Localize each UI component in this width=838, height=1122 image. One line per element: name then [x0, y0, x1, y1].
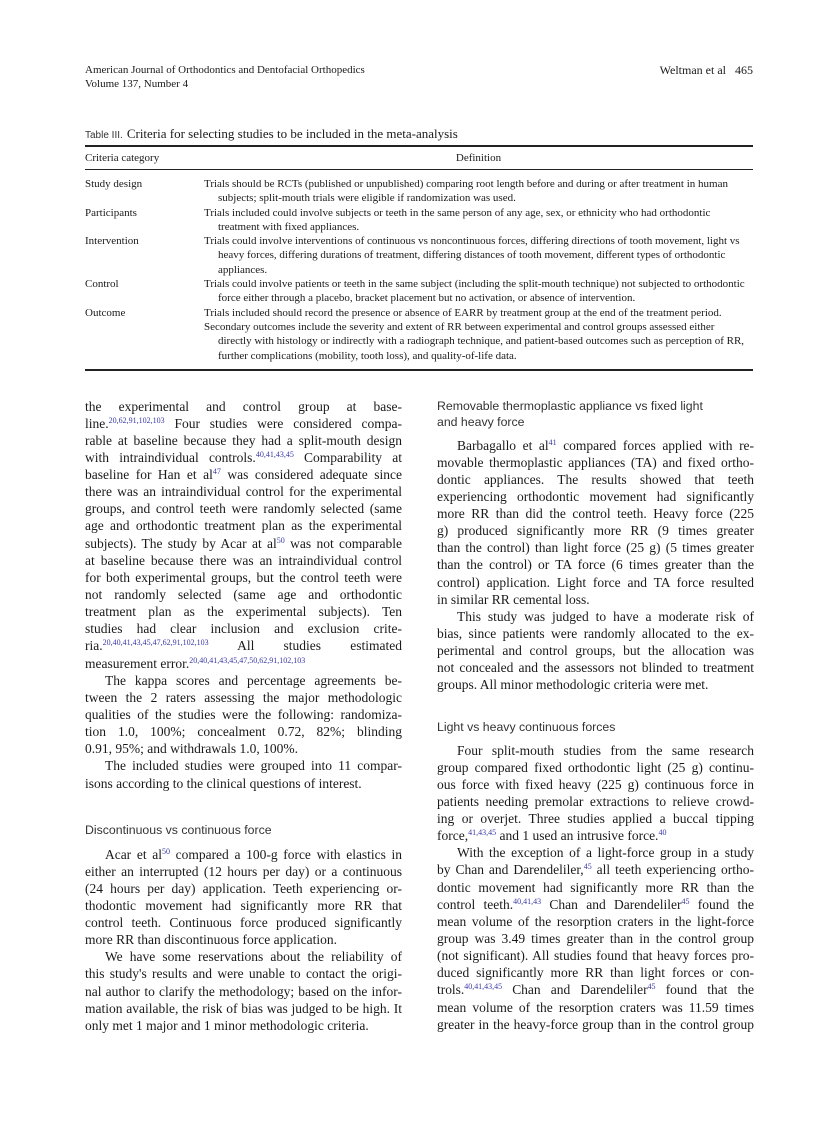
text-line	[85, 415, 402, 432]
criteria-category: Participants	[85, 206, 137, 219]
text-line	[437, 844, 754, 861]
text-line	[437, 1016, 754, 1033]
text-run: found that the	[655, 982, 754, 998]
text-run: The included studies were grouped into 11 compar-	[105, 758, 402, 774]
text-line	[85, 569, 402, 586]
text-line	[85, 586, 402, 603]
text-run: group was 3.49 times greater than in the control group	[437, 931, 754, 947]
journal-title: American Journal of Orthodontics and Dentofacial Orthopedics	[85, 64, 365, 76]
citation-superscript: 20,62,91,102,103	[108, 415, 165, 425]
text-run: 0.91, 95%; and withdrawals 1.0, 100%.	[85, 741, 298, 757]
text-run: measurement error.	[85, 655, 190, 671]
text-run: nal author to clarify the methodology; based on the infor-	[85, 983, 402, 999]
journal-volume: Volume 137, Number 4	[85, 78, 189, 90]
text-line	[437, 776, 754, 793]
text-run: at baseline because there was an intraindividual control	[85, 552, 402, 568]
text-run: only met 1 major and 1 minor methodologic criteria.	[85, 1017, 369, 1033]
text-run: with intraindividual controls.	[85, 449, 256, 465]
page-number: 465	[735, 63, 753, 77]
table-top-rule	[85, 145, 753, 147]
citation-superscript: 45	[681, 896, 690, 906]
heading-line: and heavy force	[437, 415, 525, 429]
text-run: mation available, the risk of bias was judged to be high. It	[85, 1000, 402, 1016]
text-run: bias, since patients were randomly allocated to the ex-	[437, 626, 754, 642]
text-run: control teeth. Continuous force produced significantly	[85, 915, 402, 931]
text-run: This study was judged to have a moderate risk of	[457, 608, 754, 624]
criteria-category: Study design	[85, 178, 143, 190]
text-run: We have some reservations about the reliability of	[105, 949, 402, 965]
citation-superscript: 50	[276, 535, 285, 545]
text-line	[437, 454, 754, 471]
text-line	[437, 913, 754, 930]
text-run: greater in the heavy-force group than in the control group	[437, 1016, 754, 1032]
text-run: subjects). The study by Acar at al	[85, 535, 277, 551]
definition-line: heavy forces, differing durations of treatment, differing distances of tooth movement, different types of orthodontic	[218, 249, 726, 262]
right-column-section-1	[437, 437, 754, 694]
text-run: ing or overjet. Three studies applied a buccal tipping	[437, 811, 754, 827]
text-run: for both experimental groups, but the control teeth were	[85, 569, 402, 585]
criteria-category: Control	[85, 278, 119, 291]
text-line	[85, 846, 402, 863]
text-line	[437, 505, 754, 522]
text-run: isons according to the clinical questions of interest.	[85, 775, 362, 791]
text-line	[85, 552, 402, 569]
text-line	[85, 637, 402, 654]
text-run: there was an intraindividual control for the experimental	[85, 484, 402, 500]
text-run: movable thermoplastic appliances (TA) and fixed ortho-	[437, 454, 754, 470]
text-line	[85, 880, 402, 897]
text-run: dontic movement had significantly more RR than the	[437, 879, 754, 895]
text-line	[85, 931, 402, 948]
definition-line: treatment with fixed appliances.	[218, 220, 360, 233]
section-heading-light-heavy: Light vs heavy continuous forces	[437, 720, 616, 734]
table-caption	[85, 125, 458, 143]
text-line	[85, 603, 402, 620]
text-run: not concealed and the assessors not blinded to treatment	[437, 660, 754, 676]
paragraph	[437, 844, 754, 1033]
definition-line: Secondary outcomes include the severity and extent of RR between experimental and control groups assessed either	[204, 320, 715, 333]
text-run: ria.	[85, 638, 103, 654]
text-run: duced significantly more RR than light forces or con-	[437, 965, 754, 981]
text-run: was considered adequate since	[220, 467, 402, 483]
text-line	[85, 432, 402, 449]
text-line	[85, 914, 402, 931]
text-run: mean volume of the resorption craters was 11.59 times	[437, 999, 754, 1015]
table-header-rule	[85, 169, 753, 170]
text-line	[437, 591, 754, 608]
text-run: all teeth experiencing ortho-	[591, 862, 754, 878]
text-line	[437, 810, 754, 827]
author-running-head: Weltman et al	[659, 63, 726, 77]
text-line	[437, 896, 754, 913]
text-line	[437, 861, 754, 878]
text-line	[437, 625, 754, 642]
text-line	[437, 742, 754, 759]
text-run: perimental and control groups, but the allocation was	[437, 643, 754, 659]
text-run: Chan and Darendeliler	[502, 982, 648, 998]
text-line	[85, 517, 402, 534]
definition-line: further complications (mobility, tooth loss), and quality-of-life data.	[218, 349, 517, 362]
text-line	[85, 1017, 402, 1034]
text-run: Barbagallo et al	[457, 437, 549, 453]
definition-line: directly with histology or indirectly with a radiograph technique, and patient-based outcomes such as perception of RR,	[218, 335, 745, 348]
text-run: found the	[689, 896, 754, 912]
text-line	[85, 775, 402, 792]
text-line	[85, 723, 402, 740]
left-column-section	[85, 846, 402, 1035]
criteria-category: Intervention	[85, 235, 139, 248]
table-label: Table III.	[85, 130, 123, 141]
text-line	[85, 535, 402, 552]
text-run: studies had clear inclusion and exclusion crite-	[85, 621, 402, 637]
definition-line: Trials could involve interventions of continuous vs noncontinuous forces, differing directions of tooth movement, light vs	[204, 235, 740, 248]
text-run: either an interrupted (12 hours per day) or a continuous	[85, 863, 402, 879]
text-run: thodontic movement had significantly more RR that	[85, 897, 402, 913]
citation-superscript: 40,41,43,45	[464, 982, 503, 992]
paragraph	[85, 398, 402, 672]
text-line	[437, 827, 754, 844]
text-run: in similar RR cemental loss.	[437, 591, 590, 607]
citation-superscript: 20,40,41,43,45,47,62,91,102,103	[102, 638, 209, 648]
text-run: groups, and control teeth were randomly selected (same	[85, 501, 402, 517]
text-run: baseline for Han et al	[85, 467, 213, 483]
text-line	[437, 471, 754, 488]
criteria-category: Outcome	[85, 306, 126, 319]
citation-superscript: 45	[583, 862, 592, 872]
text-run: Chan and Darendeliler	[541, 896, 682, 912]
citation-superscript: 41	[548, 437, 557, 447]
text-line	[437, 793, 754, 810]
section-heading-removable	[437, 398, 703, 430]
citation-superscript: 40	[658, 828, 667, 838]
text-run: not randomly selected (same age and orthodontic	[85, 587, 402, 603]
paragraph	[437, 608, 754, 694]
text-run: compared a 100-g force with elastics in	[169, 846, 402, 862]
text-run: than the control) than light force (25 g) (5 times greater	[437, 540, 754, 556]
text-run: experiencing orthodontic movement had significantly	[437, 488, 754, 504]
text-line	[85, 1000, 402, 1017]
citation-superscript: 40,41,43	[513, 896, 542, 906]
text-run: The kappa scores and percentage agreements be-	[105, 672, 402, 688]
text-run: more RR than did the control teeth. Heavy force (225	[437, 506, 754, 522]
text-run: Four studies were considered compa-	[164, 415, 402, 431]
text-line	[437, 879, 754, 896]
text-run: All studies estimated	[208, 638, 402, 654]
citation-superscript: 50	[162, 846, 170, 856]
paragraph	[85, 757, 402, 791]
definition-line: subjects; split-mouth trials were eligible if randomization was used.	[218, 192, 516, 205]
text-run: age and orthodontic treatment plan as the experimental	[85, 518, 402, 534]
text-line	[85, 948, 402, 965]
text-run: line.	[85, 415, 109, 431]
text-line	[437, 539, 754, 556]
left-column-intro	[85, 398, 402, 792]
text-line	[437, 608, 754, 625]
text-line	[437, 930, 754, 947]
text-run: patients needing premolar extractions to relieve crowd-	[437, 793, 754, 809]
text-run: (not significant). All studies found that heavy forces pro-	[437, 948, 754, 964]
citation-superscript: 40,41,43,45	[255, 449, 294, 459]
text-run: this study's results and were unable to contact the origi-	[85, 966, 402, 982]
text-line	[437, 759, 754, 776]
text-run: ous force with fixed heavy (225 g) continuous force in	[437, 776, 754, 792]
text-run: (24 hours per day) application. Teeth experiencing or-	[85, 880, 402, 896]
text-line	[437, 676, 754, 693]
definition-line: Trials included could involve subjects or teeth in the same person of any age, sex, or ethnicity who had orthodontic	[204, 206, 711, 219]
heading-line: Removable thermoplastic appliance vs fixed light	[437, 399, 703, 413]
text-line	[85, 689, 402, 706]
paragraph	[85, 846, 402, 949]
text-line	[437, 556, 754, 573]
text-line	[85, 620, 402, 637]
text-line	[437, 437, 754, 454]
text-run: more RR than discontinuous force application.	[85, 932, 337, 948]
text-line	[85, 466, 402, 483]
text-line	[85, 983, 402, 1000]
column-header-definition: Definition	[455, 152, 502, 164]
text-line	[437, 964, 754, 981]
citation-superscript: 47	[212, 467, 221, 477]
definition-line: Trials included should record the presence or absence of EARR by treatment group at the end of the treatment period.	[204, 306, 722, 319]
text-run: groups. All minor methodologic criteria were met.	[437, 677, 709, 693]
column-header-category: Criteria category	[85, 152, 160, 164]
text-line	[85, 655, 402, 672]
text-line	[437, 642, 754, 659]
text-line	[85, 500, 402, 517]
text-line	[437, 659, 754, 676]
text-line	[85, 740, 402, 757]
text-run: control teeth.	[437, 896, 514, 912]
text-run: tween the 2 raters assessing the major methodologic	[85, 689, 402, 705]
text-line	[85, 706, 402, 723]
text-run: With the exception of a light-force group in a study	[457, 845, 754, 861]
definition-line: Trials could involve patients or teeth in the same subject (including the split-mouth technique) not subjected to orthodontic	[204, 278, 745, 291]
text-run: Acar et al	[105, 846, 162, 862]
text-run: and 1 used an intrusive force.	[496, 828, 659, 844]
text-line	[85, 757, 402, 774]
paragraph	[437, 742, 754, 845]
citation-superscript: 41,43,45	[468, 828, 497, 838]
text-line	[85, 672, 402, 689]
text-run: was not comparable	[284, 535, 402, 551]
text-run: the experimental and control group at base-	[85, 398, 402, 414]
text-line	[85, 449, 402, 466]
text-run: tion 1.0, 100%; concealment 0.72, 82%; blinding	[85, 724, 402, 740]
paragraph	[85, 672, 402, 758]
text-line	[85, 398, 402, 415]
text-run: mean volume of the resorption craters in the light-force	[437, 913, 754, 929]
text-line	[85, 483, 402, 500]
citation-superscript: 20,40,41,43,45,47,50,62,91,102,103	[189, 655, 306, 665]
text-line	[437, 947, 754, 964]
right-column-section-2	[437, 742, 754, 1033]
definition-line: Trials should be RCTs (published or unpublished) comparing root length before and during or after treatment in human	[204, 178, 728, 190]
text-line	[85, 965, 402, 982]
paragraph	[85, 948, 402, 1034]
text-run: Four split-mouth studies from the same research	[457, 742, 754, 758]
text-run: qualities of the studies were the following: randomiza-	[85, 707, 402, 723]
text-line	[437, 574, 754, 591]
table-bottom-rule	[85, 369, 753, 371]
text-run: treatment plan as the experimental subjects). Ten	[85, 604, 402, 620]
text-run: group compared fixed orthodontic light (25 g) continu-	[437, 759, 754, 775]
text-run: than the control) or TA force (6 times greater than the	[437, 557, 754, 573]
paragraph	[437, 437, 754, 608]
text-run: Comparability at	[293, 449, 402, 465]
definition-line: appliances.	[218, 263, 268, 276]
text-run: g) produced significantly more RR (9 times greater	[437, 523, 754, 539]
citation-superscript: 45	[647, 982, 656, 992]
text-run: trols.	[437, 982, 465, 998]
text-line	[85, 897, 402, 914]
text-run: force,	[437, 828, 469, 844]
text-run: control) application. Light force and TA force resulted	[437, 574, 754, 590]
page-author-number	[660, 63, 753, 77]
text-line	[437, 488, 754, 505]
text-line	[437, 981, 754, 998]
text-line	[437, 522, 754, 539]
text-run: by Chan and Darendeliler,	[437, 862, 584, 878]
text-line	[437, 999, 754, 1016]
text-run: dontic appliances. The results showed that teeth	[437, 471, 754, 487]
table-title: Criteria for selecting studies to be included in the meta-analysis	[126, 126, 458, 141]
text-run: compared forces applied with re-	[556, 437, 754, 453]
text-line	[85, 863, 402, 880]
text-run: rable at baseline because they had a split-mouth design	[85, 432, 402, 448]
definition-line: force either through a placebo, bracket placement but no activation, or absence of intervention.	[218, 292, 636, 305]
section-heading-discontinuous: Discontinuous vs continuous force	[85, 823, 272, 837]
